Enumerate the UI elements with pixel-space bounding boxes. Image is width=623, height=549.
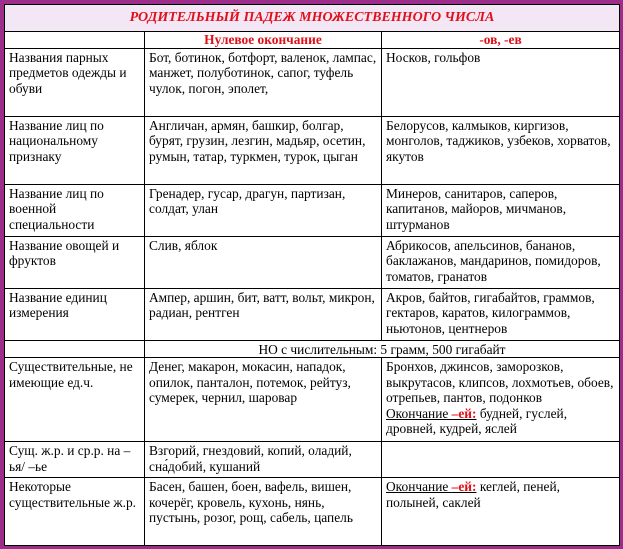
table-row (5, 478, 620, 546)
table-row (5, 117, 620, 185)
zero-ending-cell: Ампер, аршин, бит, ватт, вольт, микрон, радиан, рентген (145, 289, 382, 341)
zero-ending-cell: Англичан, армян, башкир, болгар, бурят, грузин, лезгин, мадьяр, осетин, румын, татар, туркмен, турок, цыган (145, 117, 382, 185)
ending-ey-label: Окончание –ей: (386, 479, 477, 495)
zero-ending-cell: Басен, башен, боен, вафель, вишен, кочерёг, кровель, кухонь, нянь, пустынь, розог, рощ, сабель, цапель (145, 478, 382, 546)
category-cell: Сущ. ж.р. и ср.р. на –ья/ –ье (5, 442, 145, 478)
category-cell: Существительные, не имеющие ед.ч. (5, 358, 145, 442)
category-cell: Название лиц по военной специальности (5, 185, 145, 237)
table-row (5, 237, 620, 289)
zero-ending-cell: Бот, ботинок, ботфорт, валенок, лампас, манжет, полуботинок, сапог, туфель чулок, погон, эполет, (145, 49, 382, 117)
ending-ey-words: кеглей, пеней, полыней, саклей (386, 479, 560, 510)
ov-ending-cell: Белорусов, калмыков, киргизов, монголов, таджиков, узбеков, хорватов, якутов (382, 117, 620, 185)
category-cell: Название лиц по национальному признаку (5, 117, 145, 185)
ov-ending-cell: Носков, гольфов (382, 49, 620, 117)
ending-ey-words: будней, гуслей, дровней, кудрей, яслей (386, 405, 568, 437)
ov-ending-cell (382, 358, 620, 442)
ov-ending-cell: Минеров, санитаров, саперов, капитанов, майоров, мичманов, штурманов (382, 185, 620, 237)
ov-ending-text: Бронхов, джинсов, заморозков, выкрутасов, клипсов, лохмотьев, обоев, отрепьев, пантов, подонков (386, 359, 614, 406)
category-cell: Некоторые существительные ж.р. (5, 478, 145, 546)
ov-ending-cell: Акров, байтов, гигабайтов, граммов, гектаров, каратов, килограммов, ньютонов, центнеров (382, 289, 620, 341)
zero-ending-cell: Слив, яблок (145, 237, 382, 289)
category-cell: Название единиц измерения (5, 289, 145, 341)
numeral-note: НО с числительным: 5 грамм, 500 гигабайт (145, 341, 620, 358)
header-row (5, 32, 620, 49)
table-row (5, 49, 620, 117)
zero-ending-cell: Денег, макарон, мокасин, нападок, опилок, панталон, потемок, рейтуз, сумерек, чернил, шаровар (145, 358, 382, 442)
table-title: РОДИТЕЛЬНЫЙ ПАДЕЖ МНОЖЕСТВЕННОГО ЧИСЛА (5, 5, 620, 32)
ov-ending-cell: Абрикосов, апельсинов, бананов, баклажанов, мандаринов, помидоров, томатов, гранатов (382, 237, 620, 289)
table-row (5, 185, 620, 237)
zero-ending-cell: Взгорий, гнездовий, копий, оладий, сна́добий, кушаний (145, 442, 382, 478)
note-blank-cell (5, 341, 145, 358)
ov-ending-cell (382, 442, 620, 478)
header-ov-ending: -ов, -ев (382, 32, 620, 49)
grammar-table (4, 4, 620, 546)
header-zero-ending: Нулевое окончание (145, 32, 382, 49)
category-cell: Название овощей и фруктов (5, 237, 145, 289)
table-row (5, 289, 620, 341)
ov-ending-cell (382, 478, 620, 546)
table-row (5, 442, 620, 478)
ending-ey-label: Окончание –ей: (386, 405, 477, 421)
note-row (5, 341, 620, 358)
zero-ending-cell: Гренадер, гусар, драгун, партизан, солдат, улан (145, 185, 382, 237)
table-row (5, 358, 620, 442)
title-row (5, 5, 620, 32)
header-blank-cell (5, 32, 145, 49)
category-cell: Названия парных предметов одежды и обуви (5, 49, 145, 117)
